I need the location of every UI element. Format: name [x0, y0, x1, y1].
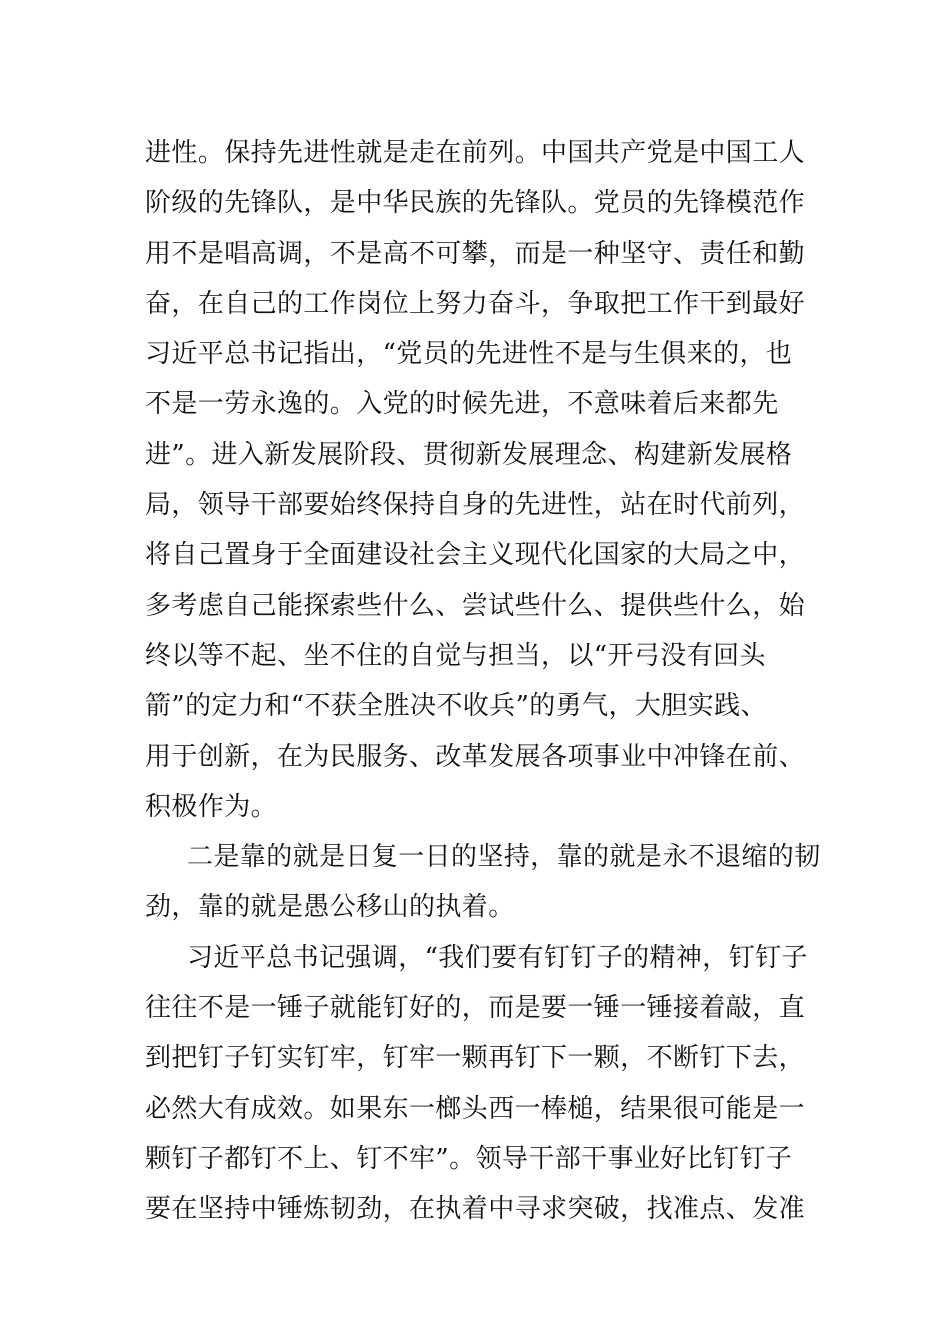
text-line: 奋，在自己的工作岗位上努力奋斗，争取把工作干到最好 — [145, 288, 806, 319]
text-line: 劲，靠的就是愚公移山的执着。 — [145, 892, 515, 923]
text-line: 颗钉子都钉不上、钉不牢”。领导干部干事业好比钉钉子 — [145, 1143, 793, 1174]
text-line: 用于创新，在为民服务、改革发展各项事业中冲锋在前、 — [145, 741, 806, 772]
text-line: 要在坚持中锤炼韧劲，在执着中寻求突破，找准点、发准 — [145, 1194, 806, 1225]
text-line: 局，领导干部要始终保持自身的先进性，站在时代前列， — [145, 490, 806, 521]
text-line: 积极作为。 — [145, 791, 278, 822]
text-line: 必然大有成效。如果东一榔头西一棒槌，结果很可能是一 — [145, 1093, 806, 1124]
text-line: 进性。保持先进性就是走在前列。中国共产党是中国工人 — [145, 138, 806, 168]
text-line: 不是一劳永逸的。入党的时候先进，不意味着后来都先 — [145, 389, 779, 420]
text-line: 将自己置身于全面建设社会主义现代化国家的大局之中， — [145, 540, 806, 571]
text-line: 终以等不起、坐不住的自觉与担当，以“开弓没有回头 — [145, 640, 766, 671]
text-line: 往往不是一锤子就能钉好的，而是要一锤一锤接着敲，直 — [145, 993, 806, 1024]
text-line: 进”。进入新发展阶段、贯彻新发展理念、构建新发展格 — [145, 439, 793, 470]
text-line: 习近平总书记指出，“党员的先进性不是与生俱来的，也 — [145, 339, 793, 370]
text-line: 到把钉子钉实钉牢，钉牢一颗再钉下一颗，不断钉下去， — [145, 1043, 806, 1074]
paragraph-start-line: 习近平总书记强调，“我们要有钉钉子的精神，钉钉子 — [187, 942, 808, 973]
body-text — [145, 128, 821, 1235]
paragraph-start-line: 二是靠的就是日复一日的坚持，靠的就是永不退缩的韧 — [187, 842, 821, 873]
text-line: 阶级的先锋队，是中华民族的先锋队。党员的先锋模范作 — [145, 188, 806, 219]
text-line: 箭”的定力和“不获全胜决不收兵”的勇气，大胆实践、 — [145, 691, 767, 722]
text-line: 多考虑自己能探索些什么、尝试些什么、提供些什么，始 — [145, 590, 806, 621]
text-line: 用不是唱高调，不是高不可攀，而是一种坚守、责任和勤 — [145, 238, 806, 269]
